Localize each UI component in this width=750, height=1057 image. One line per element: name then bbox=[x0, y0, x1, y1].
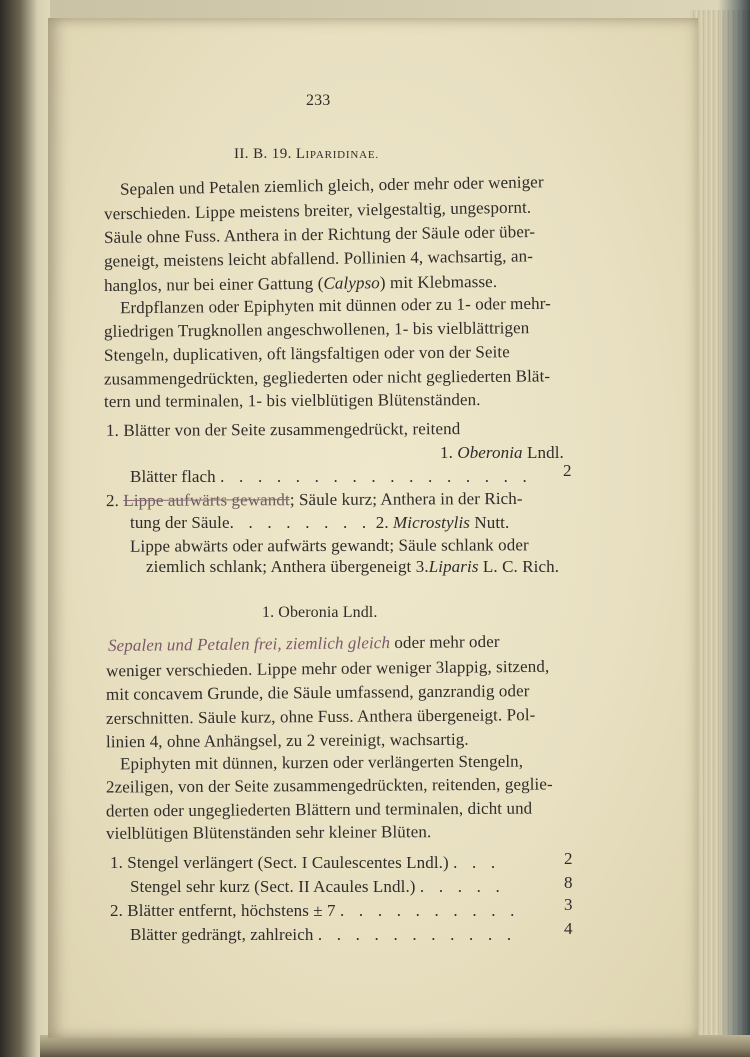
intro-line-9: zusammengedrückten, gegliederten oder nicht gegliederten Blät- bbox=[103, 366, 551, 389]
leader-dots: . . . . . . . . . . . bbox=[317, 925, 517, 944]
genus-calypso: Calypso bbox=[323, 273, 380, 293]
genus-desc-line-2: weniger verschieden. Lippe mehr oder weniger 3lappig, sitzend, bbox=[105, 656, 550, 681]
bottom-cover-edge bbox=[40, 1035, 750, 1057]
key1-line-7 bbox=[146, 557, 559, 577]
right-cover-shadow bbox=[718, 0, 750, 1057]
leader-dots: . . . . . bbox=[419, 877, 505, 896]
key2-row bbox=[130, 877, 505, 897]
key1-saeule-text: tung der Säule bbox=[130, 513, 230, 532]
key1-flach-text: Blätter flach bbox=[130, 467, 216, 486]
key1-oberonia-author: Lndl. bbox=[527, 443, 564, 462]
leader-dots: . . . . . . . . . . bbox=[340, 901, 520, 920]
key1-lippe-aufwaerts: Lippe aufwärts gewandt bbox=[123, 490, 290, 510]
genus-desc-line-5: linien 4, ohne Anhängsel, zu 2 vereinigt, wachsartig. bbox=[105, 729, 469, 752]
genus-desc-highlight: Sepalen und Petalen frei, ziemlich gleich bbox=[107, 633, 391, 656]
intro-line-6: Erdpflanzen oder Epiphyten mit dünnen oder zu 1- oder mehr- bbox=[119, 293, 551, 318]
genus-desc-line-1 bbox=[108, 632, 500, 656]
key1-oberonia bbox=[440, 443, 564, 463]
key2-text: 1. Stengel verlängert (Sect. I Caulescentes Lndl.) bbox=[110, 853, 449, 872]
key1-liparis-text: ziemlich schlank; Anthera übergeneigt bbox=[146, 557, 412, 576]
genus-desc-line-8: derten oder ungegliederten Blättern und terminalen, dicht und bbox=[105, 798, 533, 821]
intro-line-8: Stengeln, duplicativen, oft längsfaltigen oder von der Seite bbox=[103, 342, 510, 365]
key1-oberonia-genus: Oberonia bbox=[457, 443, 523, 462]
key2-ref: 3 bbox=[564, 895, 573, 914]
intro-line-4: geneigt, meistens leicht abfallend. Pollinien 4, wachsartig, an- bbox=[103, 246, 534, 271]
key1-liparis-num: 3. bbox=[415, 557, 429, 576]
key2-text: Stengel sehr kurz (Sect. II Acaules Lndl.) bbox=[130, 877, 416, 896]
intro-line-7: gliedrigen Trugknollen angeschwollenen, 1- bis vielblättrigen bbox=[103, 318, 530, 341]
key1-line-1: 1. Blätter von der Seite zusammengedrückt, reitend bbox=[105, 419, 461, 440]
heading-smallcaps: IPARIDINAE. bbox=[305, 149, 379, 161]
key2-row bbox=[130, 925, 516, 945]
key1-line-4-rest: ; Säule kurz; Anthera in der Rich- bbox=[289, 488, 523, 510]
genus-heading: 1. Oberonia Lndl. bbox=[262, 604, 378, 621]
heading-prefix: II. B. 19. L bbox=[234, 146, 306, 162]
key1-line-5 bbox=[130, 513, 509, 533]
intro-line-5 bbox=[104, 272, 497, 296]
key2-text: 2. Blätter entfernt, höchstens ± 7 bbox=[110, 901, 336, 920]
intro-line-3: Säule ohne Fuss. Anthera in der Richtung der Säule oder über- bbox=[103, 221, 536, 248]
key1-line-3 bbox=[130, 467, 532, 487]
key1-oberonia-num: 1. bbox=[440, 443, 453, 462]
key1-line-4 bbox=[106, 489, 523, 511]
key1-line-6: Lippe abwärts oder aufwärts gewandt; Säule schlank oder bbox=[129, 535, 529, 556]
key1-ref-2: 2 bbox=[563, 461, 572, 480]
key2-text: Blätter gedrängt, zahlreich bbox=[130, 925, 314, 944]
leader-dots: . . . . . . . . bbox=[229, 513, 372, 532]
intro-line-2: verschieden. Lippe meistens breiter, vielgestaltig, ungespornt. bbox=[103, 197, 532, 224]
genus-desc-line-3: mit concavem Grunde, die Säule umfassend, ganzrandig oder bbox=[105, 681, 530, 704]
book-spine-shadow bbox=[0, 0, 50, 1057]
key2-row bbox=[110, 853, 500, 873]
key2-ref: 8 bbox=[564, 873, 573, 892]
intro-line-5-a: hanglos, nur bei einer Gattung ( bbox=[103, 273, 324, 296]
intro-line-10: tern und terminalen, 1- bis vielblütigen Blütenständen. bbox=[103, 390, 481, 411]
key2-ref: 4 bbox=[564, 919, 573, 938]
leader-dots: . . . . . . . . . . . . . . . . . bbox=[220, 467, 533, 486]
key1-microstylis-genus: Microstylis bbox=[393, 513, 470, 532]
intro-line-5-b: ) mit Klebmasse. bbox=[379, 271, 498, 293]
genus-desc-line-4: zerschnitten. Säule kurz, ohne Fuss. Anthera übergeneigt. Pol- bbox=[105, 705, 536, 728]
leader-dots: . . . bbox=[453, 853, 501, 872]
key2-ref: 2 bbox=[564, 849, 573, 868]
genus-desc-line-7: 2zeiligen, von der Seite zusammengedrückten, reitenden, geglie- bbox=[105, 774, 553, 797]
key1-num-2: 2. bbox=[105, 491, 120, 511]
intro-line-1: Sepalen und Petalen ziemlich gleich, oder mehr oder weniger bbox=[119, 172, 544, 199]
key1-liparis-author: L. C. Rich. bbox=[482, 557, 560, 576]
key1-liparis-genus: Liparis bbox=[428, 557, 479, 576]
genus-desc-line-9: vielblütigen Blütenständen sehr kleiner Blüten. bbox=[105, 822, 432, 843]
key2-row bbox=[110, 901, 520, 921]
genus-desc-line-6: Epiphyten mit dünnen, kurzen oder verlängerten Stengeln, bbox=[119, 751, 524, 774]
key1-microstylis-author: Nutt. bbox=[474, 513, 510, 532]
page-number: 233 bbox=[306, 92, 331, 109]
genus-desc-line-1-rest: oder mehr oder bbox=[394, 631, 500, 653]
section-heading bbox=[234, 146, 379, 163]
key1-microstylis-num: 2. bbox=[375, 513, 389, 532]
